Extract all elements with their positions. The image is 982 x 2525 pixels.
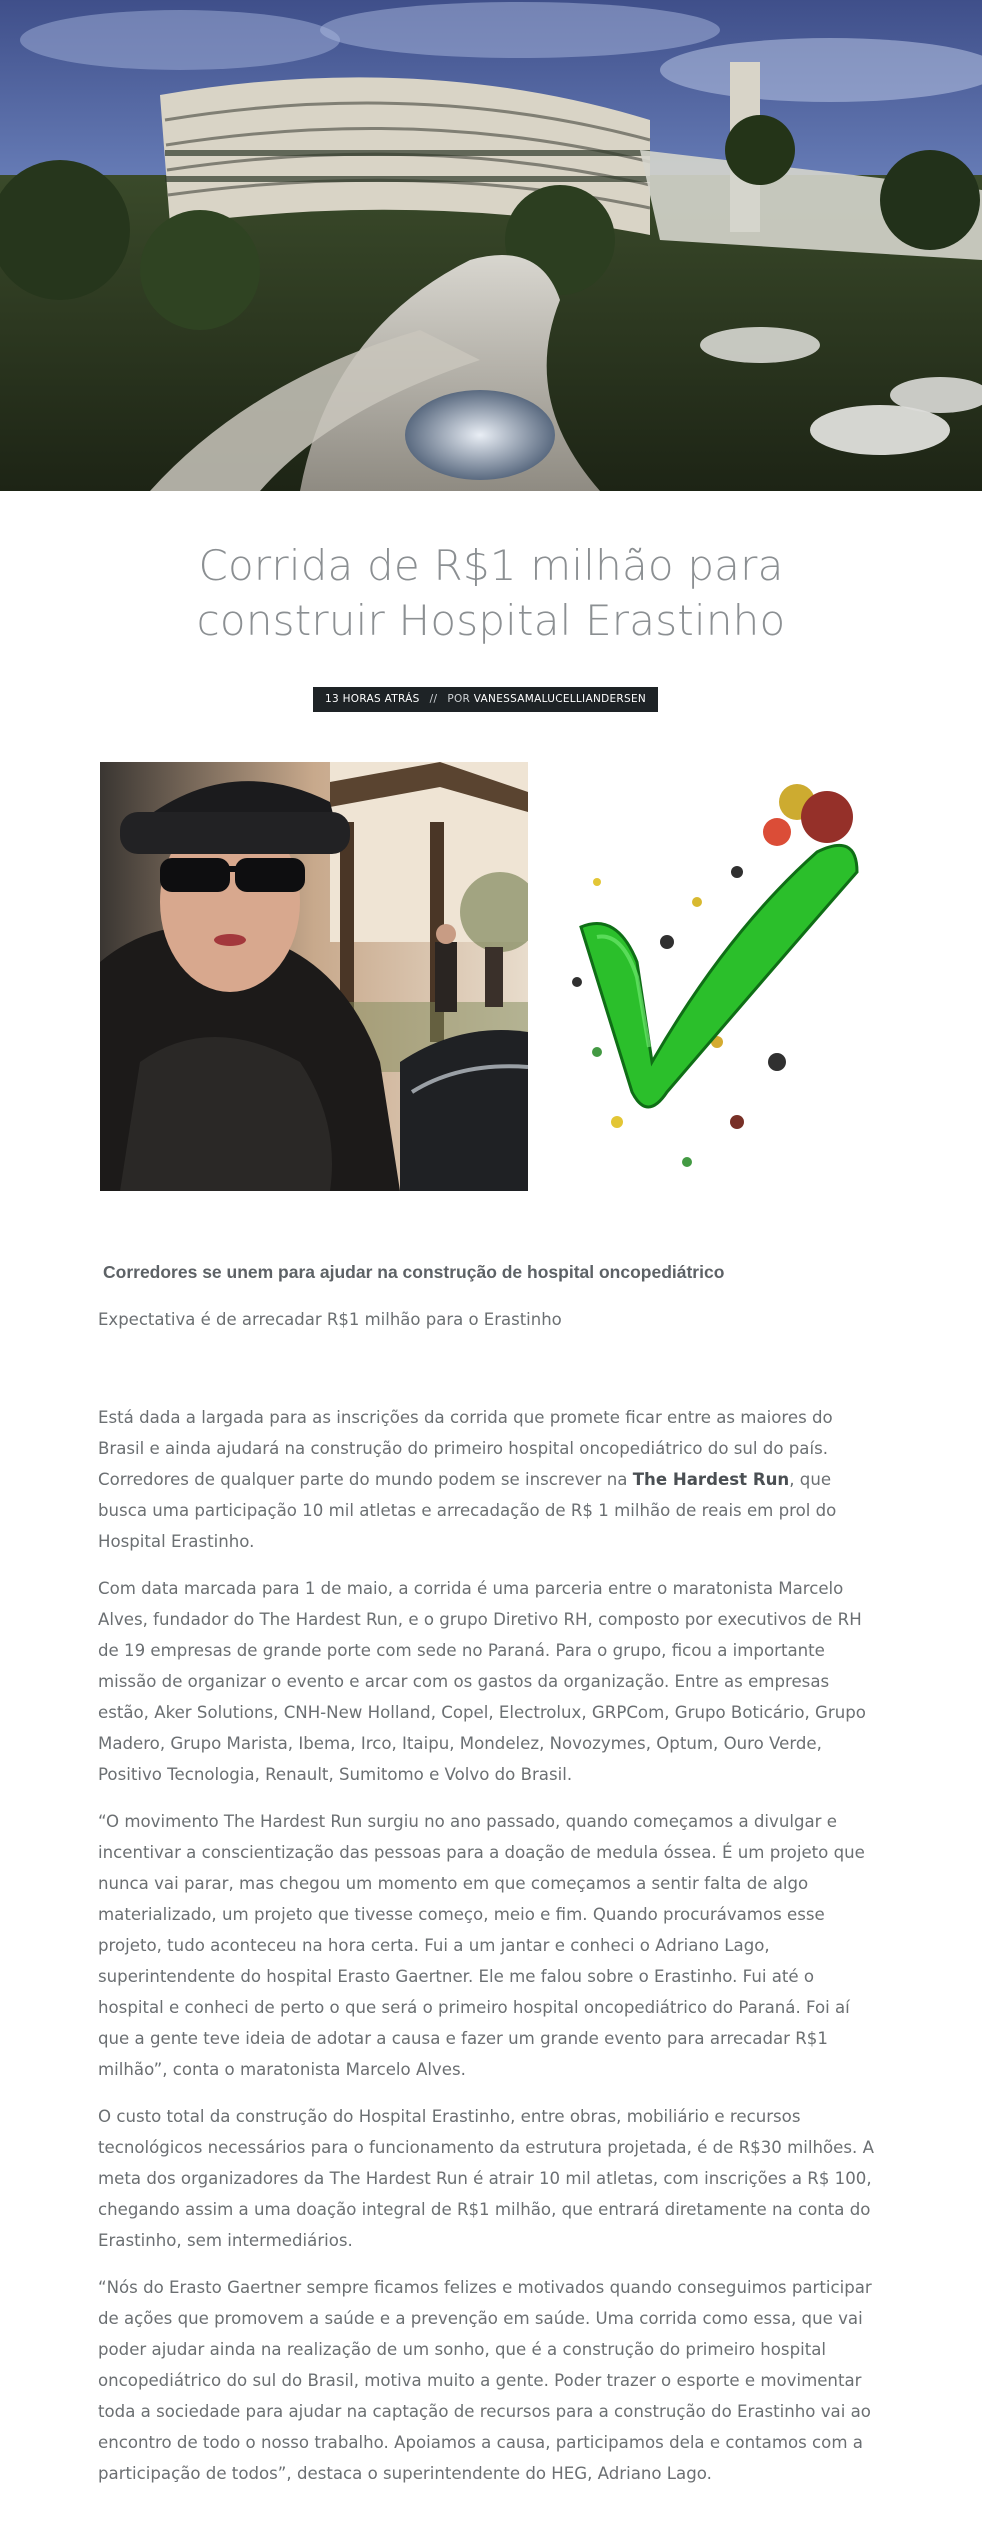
paragraph-2: Com data marcada para 1 de maio, a corrida é uma parceria entre o maratonista Marcelo Alves, fundador do The Hardest Run, e o grupo Diretivo RH, composto por executivos de RH de 19 empresas de grande porte com sede no Paraná. Para o grupo, ficou a importante missão de organizar o evento e arcar com os gastos da organização. Entre as empresas estão, Aker Solutions, CNH-New Holland, Copel, Electrolux, GRPCom, Grupo Boticário, Grupo Madero, Grupo Marista, Ibema, Irco, Itaipu, Mondelez, Novozymes, Optum, Ouro Verde, Positivo Tecnologia, Renault, Sumitomo e Volvo do Brasil. — [98, 1579, 866, 1784]
author-prefix: POR — [447, 693, 471, 705]
check-mark-graphic — [537, 762, 883, 1191]
runner-photo — [100, 762, 528, 1191]
article-body — [98, 1402, 884, 2505]
post-time: 13 HORAS ATRÁS — [325, 693, 420, 705]
author-link[interactable]: VANESSAMALUCELLIANDERSEN — [473, 693, 647, 705]
race-name-bold: The Hardest Run — [632, 1470, 790, 1489]
hero-image — [0, 0, 982, 491]
paragraph-5: “Nós do Erasto Gaertner sempre ficamos felizes e motivados quando conseguimos participar de ações que promovem a saúde e a prevenção em saúde. Uma corrida como essa, que vai poder ajudar ainda na realização de um sonho, que é a construção do primeiro hospital oncopediátrico do sul do Brasil, motiva muito a gente. Poder trazer o esporte e movimentar toda a sociedade para ajudar na captação de recursos para a construção do Erastinho vai ao encontro de todo o nosso trabalho. Apoiamos a causa, participamos dela e contamos com a participação de todos”, destaca o superintendente do HEG, Adriano Lago. — [98, 2278, 872, 2483]
post-meta — [313, 687, 658, 712]
meta-separator: // — [429, 693, 438, 705]
article-subheading: Corredores se unem para ajudar na construção de hospital oncopediátrico — [103, 1262, 725, 1282]
article-title: Corrida de R$1 milhão para construir Hospital Erastinho — [196, 541, 786, 645]
article-lede: Expectativa é de arrecadar R$1 milhão para o Erastinho — [98, 1310, 562, 1329]
paragraph-4: O custo total da construção do Hospital Erastinho, entre obras, mobiliário e recursos tecnológicos necessários para o funcionamento da estrutura projetada, é de R$30 milhões. A meta dos organizadores da The Hardest Run é atrair 10 mil atletas, com inscrições a R$ 100, chegando assim a uma doação integral de R$1 milhão, que entrará diretamente na conta do Erastinho, sem intermediários. — [98, 2107, 874, 2250]
paragraph-1: Está dada a largada para as inscrições da corrida que promete ficar entre as maiores do Brasil e ainda ajudará na construção do primeiro hospital oncopediátrico do sul do país. Corredores de qualquer parte do mundo podem se inscrever na The Hardest Run, que busca uma participação 10 mil atletas e arrecadação de R$ 1 milhão de reais em prol do Hospital Erastinho. — [98, 1408, 837, 1551]
paragraph-3: “O movimento The Hardest Run surgiu no ano passado, quando começamos a divulgar e incentivar a conscientização das pessoas para a doação de medula óssea. É um projeto que nunca vai parar, mas chegou um momento em que começamos a sentir falta de algo materializado, um projeto que tivesse começo, meio e fim. Quando procurávamos esse projeto, tudo aconteceu na hora certa. Fui a um jantar e conheci o Adriano Lago, superintendente do hospital Erasto Gaertner. Ele me falou sobre o Erastinho. Fui até o hospital e conheci de perto o que será o primeiro hospital oncopediátrico do Paraná. Foi aí que a gente teve ideia de adotar a causa e fazer um grande evento para arrecadar R$1 milhão”, conta o maratonista Marcelo Alves. — [98, 1812, 865, 2079]
